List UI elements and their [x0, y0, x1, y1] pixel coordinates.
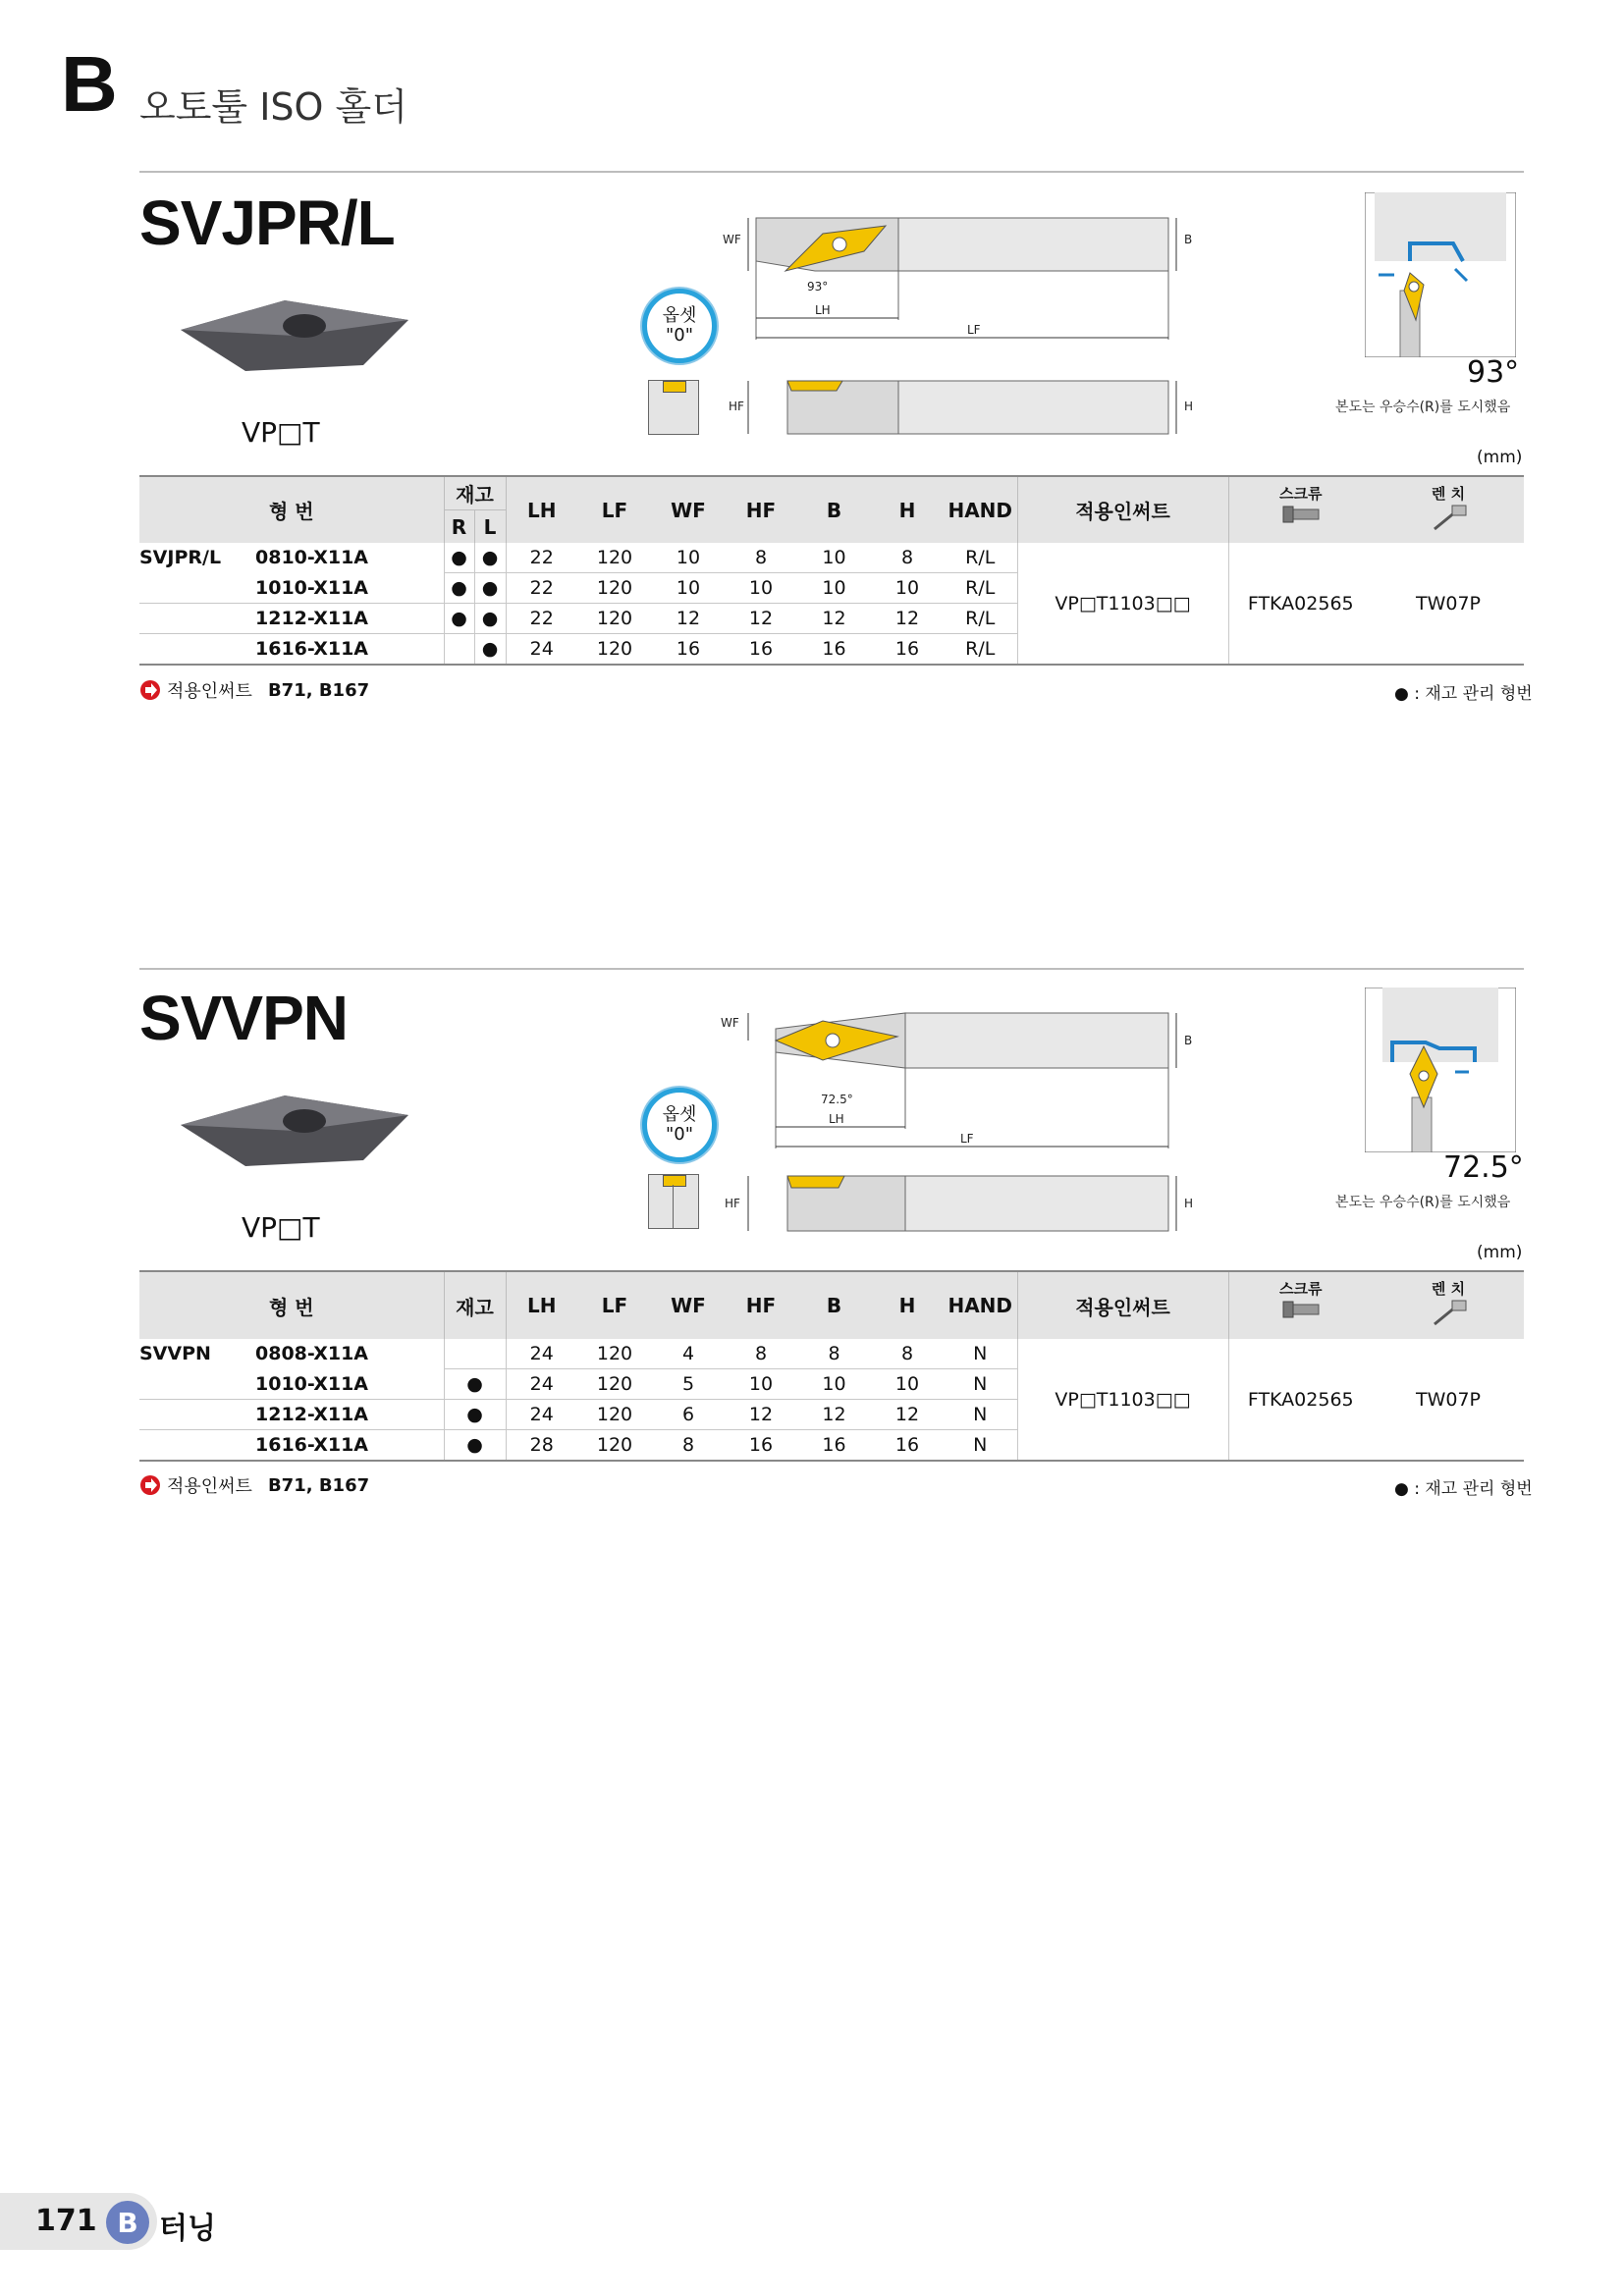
cell-hf: 8 [725, 1339, 797, 1369]
col-hf: HF [725, 476, 797, 543]
cell-hf: 12 [725, 1400, 797, 1430]
col-insert: 적용인써트 [1017, 476, 1228, 543]
cell-h: 8 [871, 543, 944, 573]
wrench-code: TW07P [1373, 543, 1524, 665]
part-code: 0808-X11A [255, 1343, 369, 1365]
col-stock: 재고 [444, 476, 506, 510]
part-code: 1616-X11A [139, 634, 444, 666]
unit-label: (mm) [1477, 448, 1523, 467]
cell-hand: R/L [944, 573, 1017, 604]
offset-badge [642, 289, 717, 363]
col-hand: HAND [944, 1271, 1017, 1339]
cell-h: 16 [871, 1430, 944, 1462]
stock-r: ● [444, 604, 474, 634]
section-divider [139, 968, 1524, 970]
cell-lh: 22 [506, 604, 577, 634]
series-prefix: SVVPN [139, 1343, 211, 1365]
cell-h: 12 [871, 1400, 944, 1430]
cell-hand: N [944, 1400, 1017, 1430]
stock-r: ● [444, 543, 474, 573]
spec-table [139, 475, 1524, 666]
stock-l: ● [474, 573, 506, 604]
holder-end-view [648, 1174, 699, 1229]
cell-lh: 24 [506, 1400, 577, 1430]
part-code: 1010-X11A [139, 1369, 444, 1400]
stock-l: ● [474, 604, 506, 634]
cell-lf: 120 [577, 634, 652, 666]
dim-h: H [1184, 400, 1194, 413]
insert-reference [139, 1472, 369, 1498]
offset-badge-line2: "0" [665, 325, 693, 346]
row-code [139, 543, 444, 573]
dim-hf: HF [725, 1197, 740, 1210]
cell-wf: 8 [652, 1430, 725, 1462]
model-title: SVVPN [139, 983, 348, 1053]
col-wrench-label: 렌 치 [1431, 485, 1466, 503]
stock-l: ● [474, 634, 506, 666]
col-screw-label: 스크류 [1279, 485, 1323, 503]
offset-badge [642, 1088, 717, 1162]
cutting-angle: 72.5° [1443, 1150, 1524, 1185]
dim-wf: WF [721, 1016, 739, 1030]
holder-side-view [717, 371, 1227, 440]
col-wf: WF [652, 1271, 725, 1339]
col-wf: WF [652, 476, 725, 543]
col-lh: LH [506, 476, 577, 543]
cell-hf: 16 [725, 1430, 797, 1462]
col-screw [1228, 1271, 1373, 1339]
dim-lf: LF [960, 1132, 974, 1146]
cell-b: 16 [797, 1430, 871, 1462]
cell-wf: 10 [652, 543, 725, 573]
part-code: 1010-X11A [139, 573, 444, 604]
cell-wf: 10 [652, 573, 725, 604]
part-code: 1212-X11A [139, 604, 444, 634]
col-wrench [1373, 476, 1524, 543]
table-row [139, 1339, 1524, 1369]
stock: ● [444, 1400, 506, 1430]
unit-label: (mm) [1477, 1243, 1523, 1262]
cell-lh: 22 [506, 543, 577, 573]
stock-legend: ● : 재고 관리 형번 [1394, 684, 1533, 704]
dim-b: B [1184, 233, 1193, 246]
cell-hand: N [944, 1430, 1017, 1462]
cell-lf: 120 [577, 1369, 652, 1400]
insert-reference [139, 677, 369, 703]
drawing-note: 본도는 우승수(R)를 도시했음 [1335, 1195, 1511, 1210]
arrow-right-icon [139, 1474, 161, 1496]
cell-h: 8 [871, 1339, 944, 1369]
spec-table [139, 1270, 1524, 1462]
screw-icon [1279, 504, 1323, 525]
cell-h: 12 [871, 604, 944, 634]
dim-b: B [1184, 1034, 1193, 1047]
table-row [139, 543, 1524, 573]
insert-label: VP□T [242, 1211, 320, 1244]
model-title: SVJPR/L [139, 187, 395, 258]
cell-hand: R/L [944, 634, 1017, 666]
cell-b: 16 [797, 634, 871, 666]
dim-h: H [1184, 1197, 1194, 1210]
cutting-angle: 93° [1467, 355, 1520, 390]
part-code: 0810-X11A [255, 547, 369, 569]
row-code [139, 1339, 444, 1369]
cell-lf: 120 [577, 1430, 652, 1462]
cell-b: 12 [797, 604, 871, 634]
cell-b: 10 [797, 1369, 871, 1400]
cell-lh: 22 [506, 573, 577, 604]
col-b: B [797, 476, 871, 543]
dim-lf: LF [967, 323, 981, 337]
chapter-letter: B [61, 40, 118, 128]
cell-wf: 16 [652, 634, 725, 666]
machining-diagram [1365, 988, 1516, 1152]
cell-lf: 120 [577, 543, 652, 573]
col-wrench-label: 렌 치 [1431, 1280, 1466, 1298]
stock-l: ● [474, 543, 506, 573]
insert-photo [177, 291, 412, 375]
arrow-right-icon [139, 679, 161, 701]
applicable-insert: VP□T1103□□ [1017, 543, 1228, 665]
insert-photo [177, 1086, 412, 1170]
section-divider [139, 171, 1524, 173]
cell-hf: 12 [725, 604, 797, 634]
offset-badge-line2: "0" [665, 1124, 693, 1145]
insert-reference-label: 적용인써트 [167, 1476, 252, 1497]
cell-lf: 120 [577, 573, 652, 604]
cell-hf: 16 [725, 634, 797, 666]
cell-hf: 10 [725, 573, 797, 604]
series-prefix: SVJPR/L [139, 547, 222, 569]
insert-label: VP□T [242, 416, 320, 449]
col-screw [1228, 476, 1373, 543]
cell-h: 10 [871, 1369, 944, 1400]
dim-angle: 93° [807, 280, 829, 294]
cell-lh: 24 [506, 1339, 577, 1369]
col-insert: 적용인써트 [1017, 1271, 1228, 1339]
cell-hand: N [944, 1369, 1017, 1400]
cell-wf: 4 [652, 1339, 725, 1369]
cell-lh: 28 [506, 1430, 577, 1462]
screw-code: FTKA02565 [1228, 1339, 1373, 1461]
col-stock: 재고 [444, 1271, 506, 1339]
col-stock-l: L [474, 510, 506, 544]
insert-reference-pages: B71, B167 [267, 1474, 370, 1496]
cell-lh: 24 [506, 634, 577, 666]
cell-b: 10 [797, 573, 871, 604]
offset-badge-line1: 옵셋 [662, 305, 697, 327]
cell-wf: 12 [652, 604, 725, 634]
col-h: H [871, 476, 944, 543]
dim-angle: 72.5° [821, 1093, 853, 1106]
dim-lh: LH [829, 1112, 844, 1126]
col-hand: HAND [944, 476, 1017, 543]
cell-lf: 120 [577, 1339, 652, 1369]
dim-wf: WF [723, 233, 741, 246]
cell-hf: 8 [725, 543, 797, 573]
chapter-title: 오토툴 ISO 홀더 [139, 85, 407, 129]
col-lh: LH [506, 1271, 577, 1339]
stock-legend: ● : 재고 관리 형번 [1394, 1479, 1533, 1499]
screw-icon [1279, 1299, 1323, 1320]
applicable-insert: VP□T1103□□ [1017, 1339, 1228, 1461]
stock-r [444, 634, 474, 666]
cell-lf: 120 [577, 1400, 652, 1430]
wrench-icon [1427, 1299, 1470, 1328]
cell-b: 10 [797, 543, 871, 573]
holder-top-view [717, 1001, 1227, 1158]
screw-code: FTKA02565 [1228, 543, 1373, 665]
part-code: 1212-X11A [139, 1400, 444, 1430]
offset-badge-line1: 옵셋 [662, 1104, 697, 1126]
section-name: 터닝 [159, 2212, 216, 2246]
cell-hand: R/L [944, 604, 1017, 634]
part-code: 1616-X11A [139, 1430, 444, 1462]
page-number: 171 [35, 2204, 97, 2238]
machining-diagram [1365, 192, 1516, 357]
cell-lf: 120 [577, 604, 652, 634]
dim-lh: LH [815, 303, 831, 317]
drawing-note: 본도는 우승수(R)를 도시했음 [1335, 400, 1511, 415]
holder-end-view [648, 380, 699, 435]
stock: ● [444, 1430, 506, 1462]
holder-side-view [717, 1168, 1227, 1237]
cell-wf: 6 [652, 1400, 725, 1430]
col-stock-r: R [444, 510, 474, 544]
cell-h: 16 [871, 634, 944, 666]
stock: ● [444, 1369, 506, 1400]
dim-hf: HF [729, 400, 744, 413]
cell-h: 10 [871, 573, 944, 604]
insert-reference-pages: B71, B167 [267, 679, 370, 701]
cell-hand: N [944, 1339, 1017, 1369]
col-lf: LF [577, 476, 652, 543]
stock [444, 1339, 506, 1369]
wrench-icon [1427, 504, 1470, 533]
col-h: H [871, 1271, 944, 1339]
col-b: B [797, 1271, 871, 1339]
cell-hf: 10 [725, 1369, 797, 1400]
cell-lh: 24 [506, 1369, 577, 1400]
wrench-code: TW07P [1373, 1339, 1524, 1461]
cell-hand: R/L [944, 543, 1017, 573]
col-lf: LF [577, 1271, 652, 1339]
col-part: 형 번 [139, 476, 444, 543]
cell-b: 12 [797, 1400, 871, 1430]
insert-reference-label: 적용인써트 [167, 681, 252, 702]
holder-top-view [717, 192, 1227, 349]
stock-r: ● [444, 573, 474, 604]
col-screw-label: 스크류 [1279, 1280, 1323, 1298]
chapter-badge: B [106, 2201, 149, 2244]
col-hf: HF [725, 1271, 797, 1339]
col-part: 형 번 [139, 1271, 444, 1339]
col-wrench [1373, 1271, 1524, 1339]
cell-wf: 5 [652, 1369, 725, 1400]
cell-b: 8 [797, 1339, 871, 1369]
